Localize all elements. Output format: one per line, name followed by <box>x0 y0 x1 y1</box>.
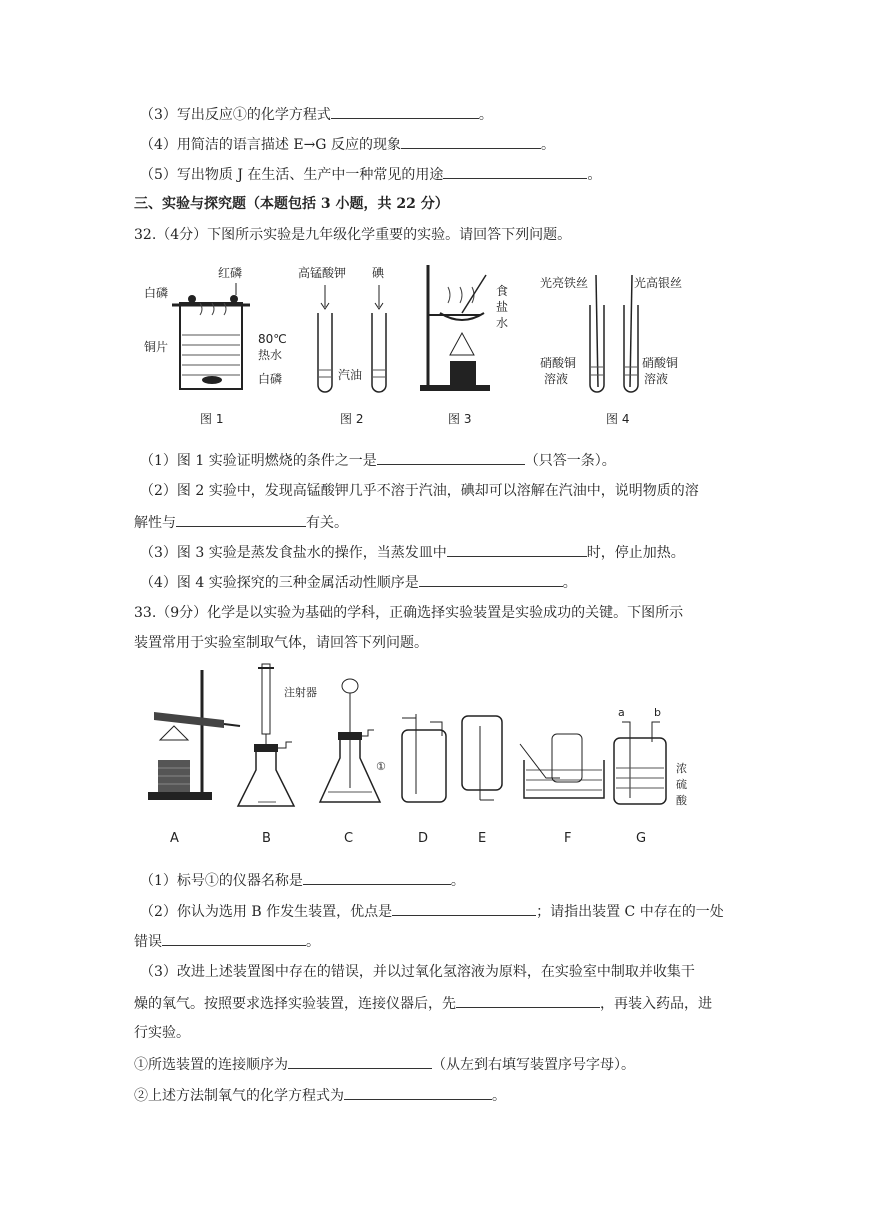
apparatus-label-b: B <box>262 831 271 846</box>
q31-part3: （3）写出反应①的化学方程式 。 <box>140 104 493 125</box>
apparatus-label-acid-3: 酸 <box>676 794 687 807</box>
fig4-label-copper-nitrate-b: 硝酸铜 <box>642 356 679 370</box>
apparatus-label-g: G <box>636 831 647 846</box>
q32-part3 <box>140 542 685 563</box>
apparatus-label-d: D <box>418 831 429 846</box>
q32-part1-suffix: （只答一条）。 <box>524 453 616 469</box>
fig4-label-silver-wire: 光高银丝 <box>634 276 683 290</box>
fig3-label-salt-1: 食 <box>496 284 509 298</box>
q33-sub1 <box>134 1054 635 1075</box>
q32-part4-text: （4）图 4 实验探究的三种金属活动性顺序是 <box>140 575 419 591</box>
q32-part2-suffix: 有关。 <box>306 515 348 531</box>
fig1-caption: 图 1 <box>200 412 224 426</box>
q32-part4-suffix: 。 <box>562 575 577 591</box>
fig1-beaker-apparatus <box>172 283 250 389</box>
fig1-label-copper-plate: 铜片 <box>144 340 169 354</box>
apparatus-label-f: F <box>564 831 572 846</box>
answer-blank[interactable] <box>419 572 563 587</box>
q33-sub2-text: ②上述方法制氧气的化学方程式为 <box>134 1088 344 1104</box>
apparatus-d <box>402 714 446 802</box>
fig1-label-red-phosphorus: 红磷 <box>218 266 243 280</box>
q32-intro: 32.（4分）下图所示实验是九年级化学重要的实验。请回答下列问题。 <box>134 227 572 243</box>
q33-sub2 <box>134 1085 506 1106</box>
q31-part5-text: （5）写出物质 J 在生活、生产中一种常见的用途 <box>140 167 444 183</box>
fig2-caption: 图 2 <box>340 412 364 426</box>
q33-part2-text: （2）你认为选用 B 作发生装置，优点是 <box>140 904 393 920</box>
q32-part1 <box>140 450 616 471</box>
q33-part1 <box>140 870 465 891</box>
answer-blank[interactable] <box>344 1085 492 1100</box>
q33-part3-line3: 行实验。 <box>134 1025 190 1041</box>
q32-figure <box>140 255 730 435</box>
fig3-caption: 图 3 <box>448 412 472 426</box>
answer-blank[interactable] <box>162 931 306 946</box>
apparatus-c <box>320 679 380 802</box>
apparatus-label-acid-1: 浓 <box>676 762 687 775</box>
fig3-label-salt-2: 盐 <box>496 300 509 314</box>
fig3-evaporation-apparatus <box>420 265 490 391</box>
q31-part4: （4）用简洁的语言描述 E→G 反应的现象 。 <box>140 134 555 155</box>
fig4-test-tubes <box>590 275 638 392</box>
q32-part4 <box>140 572 577 593</box>
answer-blank[interactable] <box>401 134 541 149</box>
q33-part2-line1 <box>140 901 724 922</box>
q32-part2-text: 解性与 <box>134 515 176 531</box>
q32-part1-text: （1）图 1 实验证明燃烧的条件之一是 <box>140 453 377 469</box>
answer-blank[interactable] <box>288 1054 432 1069</box>
answer-blank[interactable] <box>377 450 525 465</box>
q33-sub2-suffix: 。 <box>492 1088 506 1104</box>
fig3-label-salt-3: 水 <box>496 316 509 330</box>
q33-sub1-suffix: （从左到右填写装置序号字母）。 <box>432 1057 635 1073</box>
fig1-label-white-phosphorus-bottom: 白磷 <box>258 372 283 386</box>
apparatus-f <box>520 734 604 798</box>
q33-intro-line2: 装置常用于实验室制取气体，请回答下列问题。 <box>134 635 428 651</box>
apparatus-g <box>614 706 666 804</box>
q32-part2-line1: （2）图 2 实验中，发现高锰酸钾几乎不溶于汽油，碘却可以溶解在汽油中，说明物质的溶 <box>140 483 699 499</box>
answer-blank[interactable] <box>447 542 587 557</box>
fig4-label-copper-nitrate-a: 硝酸铜 <box>540 356 577 370</box>
answer-blank[interactable] <box>176 512 306 527</box>
fig1-label-white-phosphorus-top: 白磷 <box>144 286 169 300</box>
q33-part3-line1: （3）改进上述装置图中存在的错误，并以过氧化氢溶液为原料，在实验室中制取并收集干 <box>140 964 695 980</box>
fig4-label-iron-wire: 光亮铁丝 <box>540 276 589 290</box>
fig4-label-solution-b: 溶液 <box>644 372 669 386</box>
fig1-label-hot-water: 热水 <box>258 348 283 362</box>
fig4-label-solution-a: 溶液 <box>544 372 569 386</box>
q32-part3-suffix: 时，停止加热。 <box>586 545 685 561</box>
q32-part2-line2 <box>134 512 348 533</box>
q33-sub1-text: ①所选装置的连接顺序为 <box>134 1057 288 1073</box>
q33-apparatus-figure <box>140 660 720 850</box>
apparatus-label-c: C <box>344 831 354 846</box>
q32-part3-text: （3）图 3 实验是蒸发食盐水的操作，当蒸发皿中 <box>140 545 447 561</box>
fig2-label-gasoline: 汽油 <box>338 368 363 382</box>
q33-part1-text: （1）标号①的仪器名称是 <box>140 873 303 889</box>
q33-part2-middle: ；请指出装置 C 中存在的一处 <box>536 904 724 920</box>
fig2-label-kmno4: 高锰酸钾 <box>298 266 347 280</box>
q33-part3-line2 <box>134 993 712 1014</box>
answer-blank[interactable] <box>303 870 451 885</box>
q31-part4-text: （4）用简洁的语言描述 E→G 反应的现象 <box>140 137 401 153</box>
answer-blank[interactable] <box>443 164 587 179</box>
fig2-label-iodine: 碘 <box>372 266 385 280</box>
apparatus-e <box>462 716 502 800</box>
q33-part2-error-text: 错误 <box>134 934 162 950</box>
apparatus-label-circle-1: ① <box>376 760 386 773</box>
q33-intro-line1: 33.（9分）化学是以实验为基础的学科，正确选择实验装置是实验成功的关键。下图所示 <box>134 605 684 621</box>
q31-part5: （5）写出物质 J 在生活、生产中一种常见的用途 。 <box>140 164 601 185</box>
answer-blank[interactable] <box>456 993 600 1008</box>
answer-blank[interactable] <box>392 901 536 916</box>
apparatus-label-acid-2: 硫 <box>676 778 687 791</box>
apparatus-label-e: E <box>478 831 487 846</box>
q33-part1-suffix: 。 <box>450 873 465 889</box>
q31-part3-text: （3）写出反应①的化学方程式 <box>140 107 331 123</box>
fig1-label-temperature: 80℃ <box>258 332 287 346</box>
apparatus-a <box>148 670 240 800</box>
q33-part3-middle: ，再装入药品，进 <box>600 996 712 1012</box>
apparatus-label-syringe: 注射器 <box>284 686 317 699</box>
answer-blank[interactable] <box>331 104 479 119</box>
q33-part2-suffix: 。 <box>306 934 320 950</box>
q33-part3-text: 燥的氧气。按照要求选择实验装置，连接仪器后，先 <box>134 996 456 1012</box>
apparatus-label-a: A <box>170 831 179 846</box>
apparatus-label-a-port: a <box>618 706 625 719</box>
fig4-caption: 图 4 <box>606 412 630 426</box>
q33-part2-line2 <box>134 931 320 952</box>
section-3-title: 三、实验与探究题（本题包括 3 小题，共 22 分） <box>134 196 449 212</box>
apparatus-label-b-port: b <box>654 706 661 719</box>
